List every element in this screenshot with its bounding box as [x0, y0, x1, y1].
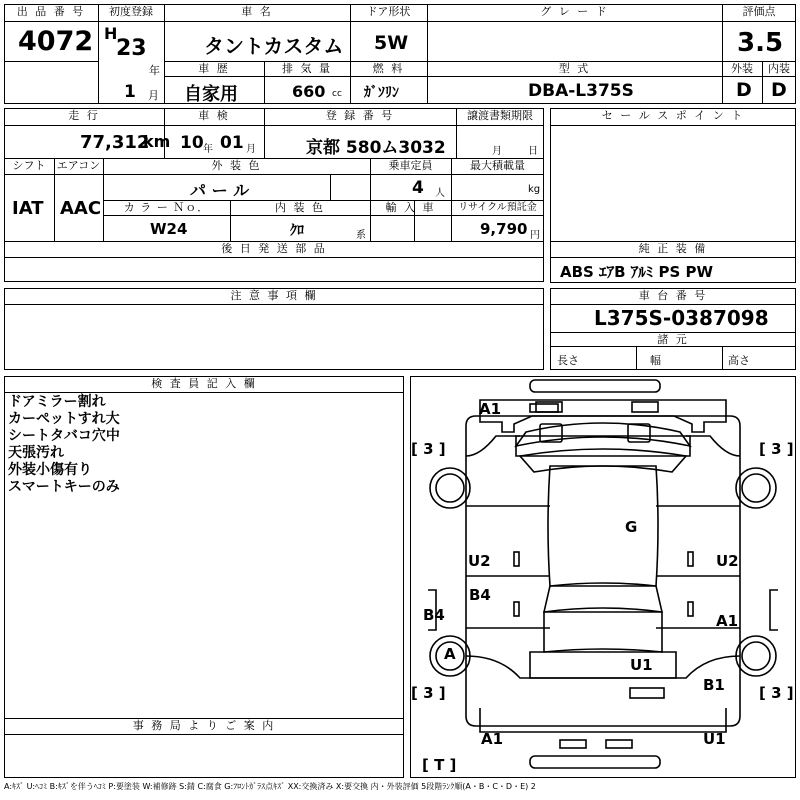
- mileage-label: 走 行: [68, 109, 100, 122]
- chassis-label: 車 台 番 号: [638, 289, 708, 302]
- displacement-unit: cc: [332, 89, 342, 99]
- chassis-number: L375S-0387098: [594, 306, 769, 330]
- interior-color-label: 内 装 色: [275, 201, 325, 214]
- office-notice-label: 事 務 局 よ り ご 案 内: [132, 719, 276, 732]
- inspector-notes: [8, 394, 120, 496]
- mark-left-rear-fender: B4: [423, 606, 445, 624]
- tire-spare: [ T ]: [422, 756, 457, 774]
- mark-left-rear-door: B4: [469, 586, 491, 604]
- exterior-color: パ ー ル: [190, 181, 250, 200]
- equipment-list: ABS ｴｱB ｱﾙﾐ PS PW: [560, 263, 714, 281]
- length-label: 長さ: [557, 354, 579, 367]
- mark-rear-bumper-right: U1: [703, 730, 726, 748]
- shift: IAT: [12, 198, 44, 219]
- tire-front-left: [ 3 ]: [411, 440, 446, 458]
- year-unit: 年: [149, 64, 160, 77]
- width-label: 幅: [650, 354, 661, 367]
- equipment-label: 純 正 装 備: [638, 242, 708, 255]
- mileage: 77,312: [80, 132, 150, 153]
- inspection-label: 車 検: [198, 109, 230, 122]
- month-unit: 月: [148, 89, 159, 102]
- inspector-note: ドアミラー割れ: [8, 394, 106, 410]
- color-number-label: カ ラ ー Ｎｏ．: [123, 201, 210, 214]
- exterior-grade-label: 外装: [731, 62, 753, 75]
- door-label: ドア形状: [366, 5, 411, 18]
- mark-rear-bumper-left: A1: [481, 730, 504, 748]
- max-load-unit: kg: [528, 184, 541, 195]
- mark-left-front-door: U2: [468, 552, 491, 570]
- parts-later-label: 後 日 発 送 部 品: [221, 242, 327, 255]
- fuel-label: 燃 料: [372, 62, 405, 75]
- tire-spare-value: T: [434, 756, 445, 774]
- first-registration-year: 23: [116, 36, 147, 61]
- exterior-color-label: 外 装 色: [211, 159, 262, 172]
- inspection-year: 10: [180, 133, 204, 153]
- lot-number-label: 出 品 番 号: [16, 5, 86, 18]
- aircon: AAC: [60, 198, 102, 219]
- recycle-deposit-unit: 円: [530, 230, 540, 241]
- lot-number: 4072: [18, 26, 94, 57]
- car-diagram: [410, 376, 796, 778]
- tire-rear-right-value: 3: [771, 684, 782, 702]
- tire-front-right-value: 3: [771, 440, 782, 458]
- recycle-deposit: 9,790: [480, 220, 528, 238]
- first-registration-month: 1: [124, 82, 136, 102]
- exterior-grade: D: [736, 79, 752, 101]
- mark-right-rear-door: A1: [716, 612, 739, 630]
- inspector-note: 外装小傷有り: [8, 462, 92, 478]
- aircon-label: エアコン: [56, 159, 101, 172]
- grade-label: グ レ ー ド: [540, 5, 609, 18]
- interior-color: ｸﾛ: [290, 223, 304, 239]
- import-label: 輸 入 車: [385, 201, 436, 214]
- model-label: 型 式: [558, 62, 591, 75]
- mark-right-front-door: U2: [716, 552, 739, 570]
- shift-label: シフト: [12, 159, 46, 172]
- inspector-note: スマートキーのみ: [8, 479, 120, 495]
- tire-rear-right: [ 3 ]: [759, 684, 794, 702]
- plate-label: 登 録 番 号: [325, 109, 395, 122]
- plate-number: 京都 580ム3032: [306, 138, 446, 158]
- legend-text: A:ｷｽﾞ U:ﾍｺﾐ B:ｷｽﾞを伴うﾍｺﾐ P:要塗装 W:補修跡 S:錆 C:腐食 G:ﾌﾛﾝﾄｶﾞﾗｽ点ｷｽﾞ XX:交換済み X:要交換 内・外装評価 5段階ﾗﾝｸ順(A・B・C・D・E) 2: [4, 782, 536, 791]
- score-label: 評価点: [742, 5, 776, 18]
- car-name: タントカスタム: [204, 34, 344, 58]
- tire-rear-left: [ 3 ]: [411, 684, 446, 702]
- era-letter: H: [104, 24, 118, 43]
- inspection-year-unit: 年: [203, 144, 213, 155]
- interior-color-unit: 系: [356, 230, 366, 241]
- inspector-note: カーペットすれ大: [8, 411, 120, 427]
- recycle-deposit-label: リサイクル預託金: [458, 202, 537, 213]
- mileage-unit: km: [143, 132, 171, 151]
- mark-roof: G: [625, 518, 638, 536]
- sales-point-frame: [550, 108, 796, 242]
- caution-label: 注 意 事 項 欄: [230, 289, 318, 302]
- history-label: 車 歴: [198, 62, 230, 75]
- door-type: 5W: [374, 32, 409, 54]
- tire-front-left-value: 3: [423, 440, 434, 458]
- transfer-month-unit: 月: [492, 146, 502, 157]
- inspection-month-unit: 月: [246, 144, 256, 155]
- mark-rear-panel: U1: [630, 656, 653, 674]
- displacement-label: 排 気 量: [282, 62, 332, 75]
- sales-point-label: セ ー ル ス ポ イ ン ト: [601, 109, 745, 122]
- tire-front-right: [ 3 ]: [759, 440, 794, 458]
- car-name-label: 車 名: [241, 5, 273, 18]
- fuel: ｶﾞｿﾘﾝ: [364, 85, 399, 101]
- displacement: 660: [292, 82, 326, 101]
- capacity-label: 乗車定員: [388, 159, 433, 172]
- interior-grade-label: 内装: [768, 62, 790, 75]
- inspector-label: 検 査 員 記 入 欄: [151, 377, 257, 390]
- history: 自家用: [184, 84, 238, 105]
- transfer-day-unit: 日: [528, 146, 538, 157]
- interior-grade: D: [771, 79, 787, 101]
- spec-label: 諸 元: [657, 333, 689, 346]
- inspector-note: シートタバコ穴中: [8, 428, 120, 444]
- inspection-month: 01: [220, 133, 244, 153]
- tire-rear-left-value: 3: [423, 684, 434, 702]
- color-number: W24: [150, 220, 188, 238]
- mark-front-bumper: A1: [479, 400, 502, 418]
- capacity-unit: 人: [435, 188, 445, 199]
- score: 3.5: [737, 28, 784, 58]
- capacity: 4: [412, 178, 424, 198]
- mark-right-rear-quarter: B1: [703, 676, 725, 694]
- max-load-label: 最大積載量: [470, 159, 525, 172]
- inspector-note: 天張汚れ: [8, 445, 64, 461]
- first-registration-label: 初度登録: [109, 5, 153, 18]
- height-label: 高さ: [728, 354, 750, 367]
- model-code: DBA-L375S: [528, 81, 634, 101]
- mark-left-rear-wheel: A: [444, 645, 456, 663]
- transfer-deadline-label: 譲渡書類期限: [467, 109, 533, 122]
